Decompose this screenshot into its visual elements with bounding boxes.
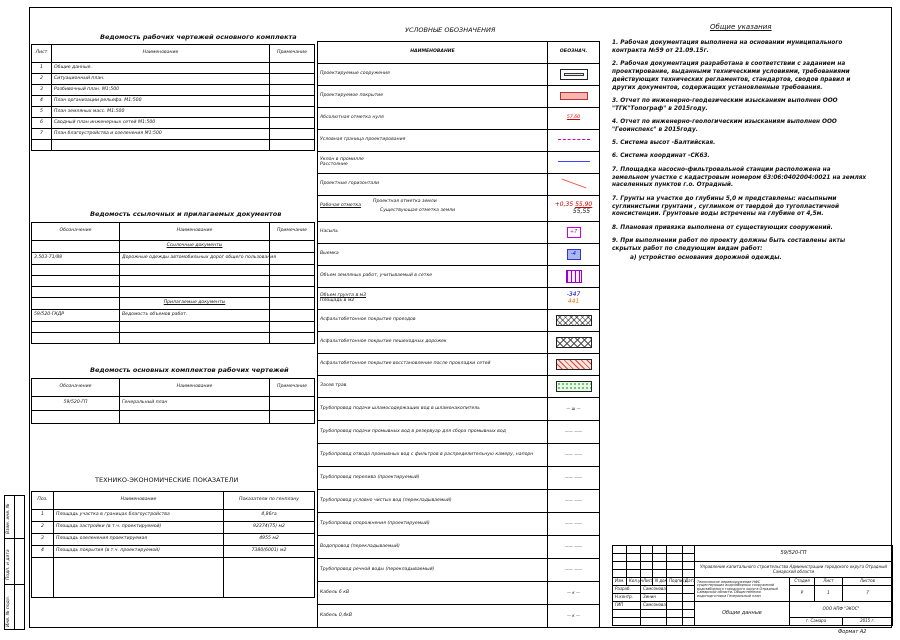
table-cell: Асфальтобетонное покрытие пешеходных дорожек: [318, 332, 548, 354]
table-cell: [667, 586, 683, 594]
table-cell: Трубопровод отвода промывных вод с фильтров в распределительную камеру, напорн: [318, 444, 548, 467]
legend-row: [318, 130, 600, 152]
table-cell: [270, 287, 315, 298]
table-cell: [683, 618, 695, 626]
table-cell: Асфальтобетонное покрытие проездов: [318, 310, 548, 332]
table-cell: Трубопровод речной воды (перекладываемый): [318, 559, 548, 582]
table-cell: Листов: [843, 578, 893, 586]
legend-row: [318, 266, 600, 288]
table-cell: [548, 108, 600, 130]
note-item: 4. Отчет по инженерно-геологическим изысканиям выполнен ООО "Геоинспекс" в 2015году.: [612, 119, 837, 133]
table-cell: [641, 618, 667, 626]
note-item: 9. При выполнении работ по проекту должны быть составлены акты скрытых работ по следующим видам работ:: [612, 237, 846, 252]
stamp-year: 2015 г.: [843, 618, 893, 626]
table-cell: 2: [32, 522, 54, 534]
note-item: 1. Рабочая документация выполнена на основании муниципального контракта №59 от 21.09.15г.: [612, 40, 843, 54]
general-notes: [612, 40, 867, 268]
table-cell: 7380(6001) м2: [224, 546, 315, 558]
table-cell: [270, 265, 315, 276]
table-cell: 4955 м2: [224, 534, 315, 546]
stamp-city: г. Самара: [790, 618, 843, 626]
table-cell: Объем грунта в м3 Площадь в м2: [318, 288, 548, 310]
table-cell: —— ——: [548, 513, 600, 536]
table-cell: Н.контр.: [613, 594, 641, 602]
table-cell: Лист: [641, 578, 653, 586]
table-cell: [667, 570, 683, 578]
table-cell: Асфальтобетонное покрытие восстановление после прокладки сетей: [318, 354, 548, 376]
legend-row: [318, 605, 600, 628]
table-cell: [32, 322, 120, 333]
table-cell: Объем земляных работ, учитываемый в сетке: [318, 266, 548, 288]
table-row: [32, 510, 315, 522]
table-cell: Показатели по генплану: [224, 492, 315, 510]
table-row: [32, 522, 315, 534]
table-cell: Наименование: [54, 492, 224, 510]
table-cell: [270, 253, 315, 265]
table-cell: [270, 310, 315, 322]
legend-row: [318, 86, 600, 108]
table-cell: [120, 276, 270, 287]
table-cell: [613, 546, 627, 554]
basic-sets-title: Ведомость основных комплектов рабочих чертежей: [90, 366, 289, 374]
table-cell: [548, 86, 600, 108]
table-cell: [270, 74, 315, 85]
legend-row: [318, 310, 600, 332]
table-cell: 4,86га: [224, 510, 315, 522]
table-cell: [270, 63, 315, 74]
table-cell: Наименование: [120, 223, 270, 241]
table-cell: 1: [815, 586, 843, 602]
table-cell: Трубопровод условно чистых вод (перекладываемый): [318, 490, 548, 513]
table-cell: [613, 562, 627, 570]
notes-title: Общие указания: [710, 23, 772, 31]
table-cell: ГИП: [613, 602, 641, 610]
ref-docs-table: [31, 222, 315, 344]
legend-row: [318, 332, 600, 354]
table-cell: [270, 333, 315, 344]
table-cell: Проектные горизонтали: [318, 174, 548, 196]
table-cell: —— ——: [548, 536, 600, 559]
table-cell: [32, 558, 54, 598]
table-cell: [548, 130, 600, 152]
table-cell: Сводный план инженерных сетей М1:500: [52, 118, 270, 129]
table-cell: Кабель 6 кВ: [318, 582, 548, 605]
legend-row: [318, 582, 600, 605]
table-cell: Общие данные.: [52, 63, 270, 74]
legend-row: [318, 174, 600, 196]
table-cell: [52, 140, 270, 151]
table-cell: Трубопровод перелива (проектируемый): [318, 467, 548, 490]
table-cell: 59/520-ГП: [32, 397, 120, 411]
table-row: [32, 397, 315, 411]
table-cell: [32, 265, 120, 276]
table-cell: [120, 287, 270, 298]
table-cell: [627, 570, 641, 578]
table-cell: [548, 332, 600, 354]
table-cell: Самсонова: [641, 602, 667, 610]
sheet-list-title: Ведомость рабочих чертежей основного комплекта: [100, 33, 297, 41]
table-cell: [270, 411, 315, 424]
table-cell: НАИМЕНОВАНИЕ: [318, 42, 548, 64]
table-cell: N док: [653, 578, 667, 586]
legend-title: УСЛОВНЫЕ ОБОЗНАЧЕНИЯ: [405, 26, 496, 34]
note-item: а) устройство основания дорожной одежды.: [630, 254, 782, 261]
legend-row: [318, 108, 600, 130]
abs-mark: 57,60: [566, 115, 581, 121]
tep-table: [31, 491, 315, 598]
stamp-code: 59/520-ГП: [695, 546, 893, 562]
table-cell: [120, 333, 270, 344]
table-cell: [270, 397, 315, 411]
note-item: 8. Плановая привязка выполнена от существующих сооружений.: [612, 224, 833, 231]
table-cell: Уклон в промилле Расстояние: [318, 152, 548, 174]
table-cell: [120, 265, 270, 276]
table-cell: -4: [548, 244, 600, 266]
table-cell: 59/520-ГКДР: [32, 310, 120, 322]
table-cell: План организации рельефа. М1:500: [52, 96, 270, 107]
table-cell: [32, 298, 120, 310]
side-label-inv: Инв. № подл.: [6, 595, 11, 627]
table-cell: Водопровод (перекладываемый): [318, 536, 548, 559]
table-cell: [653, 554, 667, 562]
table-cell: 5: [32, 107, 52, 118]
note-item: 6. Система координат -СК63.: [612, 153, 710, 160]
table-cell: [32, 140, 52, 151]
stamp-format: Формат А2: [838, 629, 867, 635]
table-cell: Обозначение: [32, 223, 120, 241]
table-cell: Площадь покрытия (в т.ч. проектируемой): [54, 546, 224, 558]
table-cell: [613, 570, 627, 578]
legend-row: [318, 513, 600, 536]
table-row: [32, 129, 315, 140]
table-cell: Условная граница проектирования: [318, 130, 548, 152]
table-cell: [613, 618, 641, 626]
table-cell: [270, 241, 315, 253]
table-cell: Проектируемые сооружения: [318, 64, 548, 86]
table-cell: [32, 411, 120, 424]
table-cell: +7: [548, 222, 600, 244]
table-cell: План благоустройства и озеленения М1:500: [52, 129, 270, 140]
table-cell: -347 441: [548, 288, 600, 310]
table-cell: —— ——: [548, 467, 600, 490]
table-cell: [683, 554, 695, 562]
table-cell: Трубопровод подачи шламосодержащих вод в шламонакопитель: [318, 398, 548, 421]
legend-row: [318, 559, 600, 582]
table-cell: Разраб.: [613, 586, 641, 594]
legend-row: [318, 398, 600, 421]
table-cell: 7: [843, 586, 893, 602]
legend-row: [318, 222, 600, 244]
table-cell: [270, 322, 315, 333]
table-cell: [270, 140, 315, 151]
side-label-replace: Взам. инв. №: [6, 503, 11, 534]
stamp-company: ООО НПФ "ЭКОС": [790, 602, 893, 618]
table-cell: Обозначение: [32, 379, 120, 397]
table-cell: Рабочая отметкаПроектная отметка земли Существующая отметка земли: [318, 196, 548, 222]
ref-docs-title: Ведомость ссылочных и прилагаемых документов: [90, 210, 282, 218]
table-cell: [667, 594, 683, 602]
table-cell: [548, 376, 600, 398]
table-cell: —— ——: [548, 444, 600, 467]
table-cell: 6: [32, 118, 52, 129]
table-cell: Засев трав: [318, 376, 548, 398]
table-cell: Самсонова: [641, 586, 667, 594]
table-cell: Примечание: [270, 379, 315, 397]
table-cell: 3: [32, 534, 54, 546]
table-cell: 4: [32, 96, 52, 107]
table-cell: [627, 562, 641, 570]
table-cell: Прилагаемые документы: [120, 298, 270, 310]
table-cell: Подпись: [667, 578, 683, 586]
table-cell: Площадь застройки (в т.ч. проектируемой): [54, 522, 224, 534]
table-cell: [270, 107, 315, 118]
table-row: [32, 534, 315, 546]
table-cell: Абсолютная отметка нуля: [318, 108, 548, 130]
table-row: [32, 107, 315, 118]
table-cell: ОБОЗНАЧ.: [548, 42, 600, 64]
table-cell: [683, 570, 695, 578]
table-cell: [548, 310, 600, 332]
note-item: 2. Рабочая документация разработана в соответствии с заданием на проектирование, выданными техническими условиями, требованиями действующих технических регламентов, стандартов, сводов правил и других документов, содержащих установленные требования.: [612, 61, 851, 91]
legend-row: [318, 196, 600, 222]
table-cell: [653, 562, 667, 570]
table-row: [32, 310, 315, 322]
table-cell: [270, 85, 315, 96]
table-row: [32, 85, 315, 96]
table-row: [32, 546, 315, 558]
table-cell: Кол.уч: [627, 578, 641, 586]
stamp-sheet-title: Общие данные: [695, 602, 790, 626]
table-cell: Ссылочные документы: [120, 241, 270, 253]
table-row: [32, 74, 315, 85]
table-cell: [627, 546, 641, 554]
legend-row: [318, 490, 600, 513]
table-cell: [548, 266, 600, 288]
table-cell: +0,35 55,90 55,55: [548, 196, 600, 222]
table-cell: [683, 586, 695, 594]
tep-title: ТЕХНИКО-ЭКОНОМИЧЕСКИЕ ПОКАЗАТЕЛИ: [95, 476, 239, 484]
title-block: [612, 545, 893, 626]
table-cell: [653, 546, 667, 554]
stamp-org: Управление капитального строительства Администрации городского округа Отрадный Самарской области: [695, 562, 893, 578]
table-cell: Кабель 0,4кВ: [318, 605, 548, 628]
table-cell: [270, 118, 315, 129]
table-cell: План земляных масс. М1:500: [52, 107, 270, 118]
table-cell: Выемка: [318, 244, 548, 266]
table-cell: Дорожные одежды автомобильных дорог общего пользования: [120, 253, 270, 265]
table-cell: [270, 276, 315, 287]
table-cell: —— ——: [548, 490, 600, 513]
table-cell: 2: [32, 74, 52, 85]
table-cell: [54, 558, 224, 598]
table-cell: [667, 554, 683, 562]
note-item: 7. Грунты на участке до глубины 5,0 м представлены: насыпными суглинистыми грунтами , суглинком от твердой до тугопластичной консистенции. Грунтовые воды встречены на глубине от 4,5м.: [612, 195, 840, 218]
table-cell: Генеральный план: [120, 397, 270, 411]
table-cell: 92374(75) м2: [224, 522, 315, 534]
table-cell: [667, 618, 683, 626]
table-cell: [32, 276, 120, 287]
table-cell: —— ——: [548, 421, 600, 444]
table-cell: [667, 546, 683, 554]
table-cell: Примечание: [270, 223, 315, 241]
table-cell: Р: [790, 586, 815, 602]
table-cell: [270, 96, 315, 107]
table-cell: — к —: [548, 582, 600, 605]
note-item: 3. Отчет по инженерно-геодезическим изысканиям выполнен ООО "ТГК"Топограф" в 2015году.: [612, 97, 838, 112]
table-cell: Ведомость объемов работ.: [120, 310, 270, 322]
legend-row: [318, 467, 600, 490]
legend-row: [318, 354, 600, 376]
table-cell: Дата: [683, 578, 695, 586]
col-header: Наименование: [52, 45, 270, 63]
table-cell: Разбивочный план. М1:500: [52, 85, 270, 96]
note-item: 7. Площадка насосно-фильтровальной станции расположена на земельном участке с кадастровым номером 63:06:0402004:0021 на землях населенных пунктов г.о. Отрадный.: [612, 166, 867, 189]
table-cell: Лист: [815, 578, 843, 586]
table-cell: Изм.: [613, 578, 627, 586]
col-header: Примечание: [270, 45, 315, 63]
table-cell: [683, 610, 695, 618]
table-cell: [613, 554, 627, 562]
table-cell: [641, 562, 653, 570]
table-cell: [683, 602, 695, 610]
table-cell: [120, 322, 270, 333]
table-cell: 4: [32, 546, 54, 558]
legend-row: [318, 536, 600, 559]
legend-row: [318, 152, 600, 174]
sheet-list-table: [31, 44, 315, 151]
table-cell: 7: [32, 129, 52, 140]
table-cell: [120, 411, 270, 424]
table-cell: [653, 570, 667, 578]
table-cell: Ситуационный план.: [52, 74, 270, 85]
table-cell: [683, 546, 695, 554]
table-cell: [667, 610, 683, 618]
legend-row: [318, 421, 600, 444]
table-cell: Зинин: [641, 594, 667, 602]
table-cell: [32, 333, 120, 344]
table-cell: [683, 594, 695, 602]
table-cell: [548, 174, 600, 196]
table-cell: [667, 562, 683, 570]
table-row: [32, 253, 315, 265]
table-cell: [224, 558, 315, 598]
table-cell: [270, 129, 315, 140]
basic-sets-table: [31, 378, 315, 424]
legend-table: [317, 41, 600, 628]
table-cell: Трубопровод подачи промывных вод в резервуар для сбора промывных вод: [318, 421, 548, 444]
table-cell: [548, 152, 600, 174]
table-cell: Стадия: [790, 578, 815, 586]
col-header: Лист: [32, 45, 52, 63]
stamp-project: Техническое перевооружение НФС существующих водозаборных сооружений водозаборного городского округа Отрадный Самарской области. Общественная водоподготовка Генеральный план: [695, 578, 790, 602]
table-cell: Трубопровод опорожнения (проектируемый): [318, 513, 548, 536]
legend-row: [318, 288, 600, 310]
table-cell: 3: [32, 85, 52, 96]
table-cell: Насыпь: [318, 222, 548, 244]
table-cell: Площадь участка в границах благоустройства: [54, 510, 224, 522]
legend-row: [318, 244, 600, 266]
table-cell: Проектируемое покрытие: [318, 86, 548, 108]
table-row: [32, 96, 315, 107]
table-cell: [667, 602, 683, 610]
table-cell: [548, 354, 600, 376]
table-cell: 3.503-71/88: [32, 253, 120, 265]
table-cell: [641, 610, 667, 618]
table-cell: — ш —: [548, 398, 600, 421]
table-row: [32, 63, 315, 74]
table-cell: —— ——: [548, 559, 600, 582]
table-cell: Наименование: [120, 379, 270, 397]
table-cell: [32, 241, 120, 253]
table-cell: [641, 554, 653, 562]
table-cell: 1: [32, 510, 54, 522]
table-cell: [613, 610, 641, 618]
table-row: [32, 118, 315, 129]
table-cell: [270, 298, 315, 310]
table-cell: [548, 64, 600, 86]
table-cell: 1: [32, 63, 52, 74]
table-cell: [32, 287, 120, 298]
table-cell: — к —: [548, 605, 600, 628]
side-label-sign: Подп. и дата: [6, 549, 11, 580]
legend-row: [318, 64, 600, 86]
side-stamp: [4, 495, 25, 630]
legend-row: [318, 376, 600, 398]
table-cell: [641, 546, 653, 554]
table-cell: [683, 562, 695, 570]
note-item: 5. Система высот -Балтийская.: [612, 140, 716, 147]
table-cell: [627, 554, 641, 562]
table-cell: Площадь озеленения проектируемая: [54, 534, 224, 546]
table-cell: Поз.: [32, 492, 54, 510]
legend-row: [318, 444, 600, 467]
table-cell: [641, 570, 653, 578]
